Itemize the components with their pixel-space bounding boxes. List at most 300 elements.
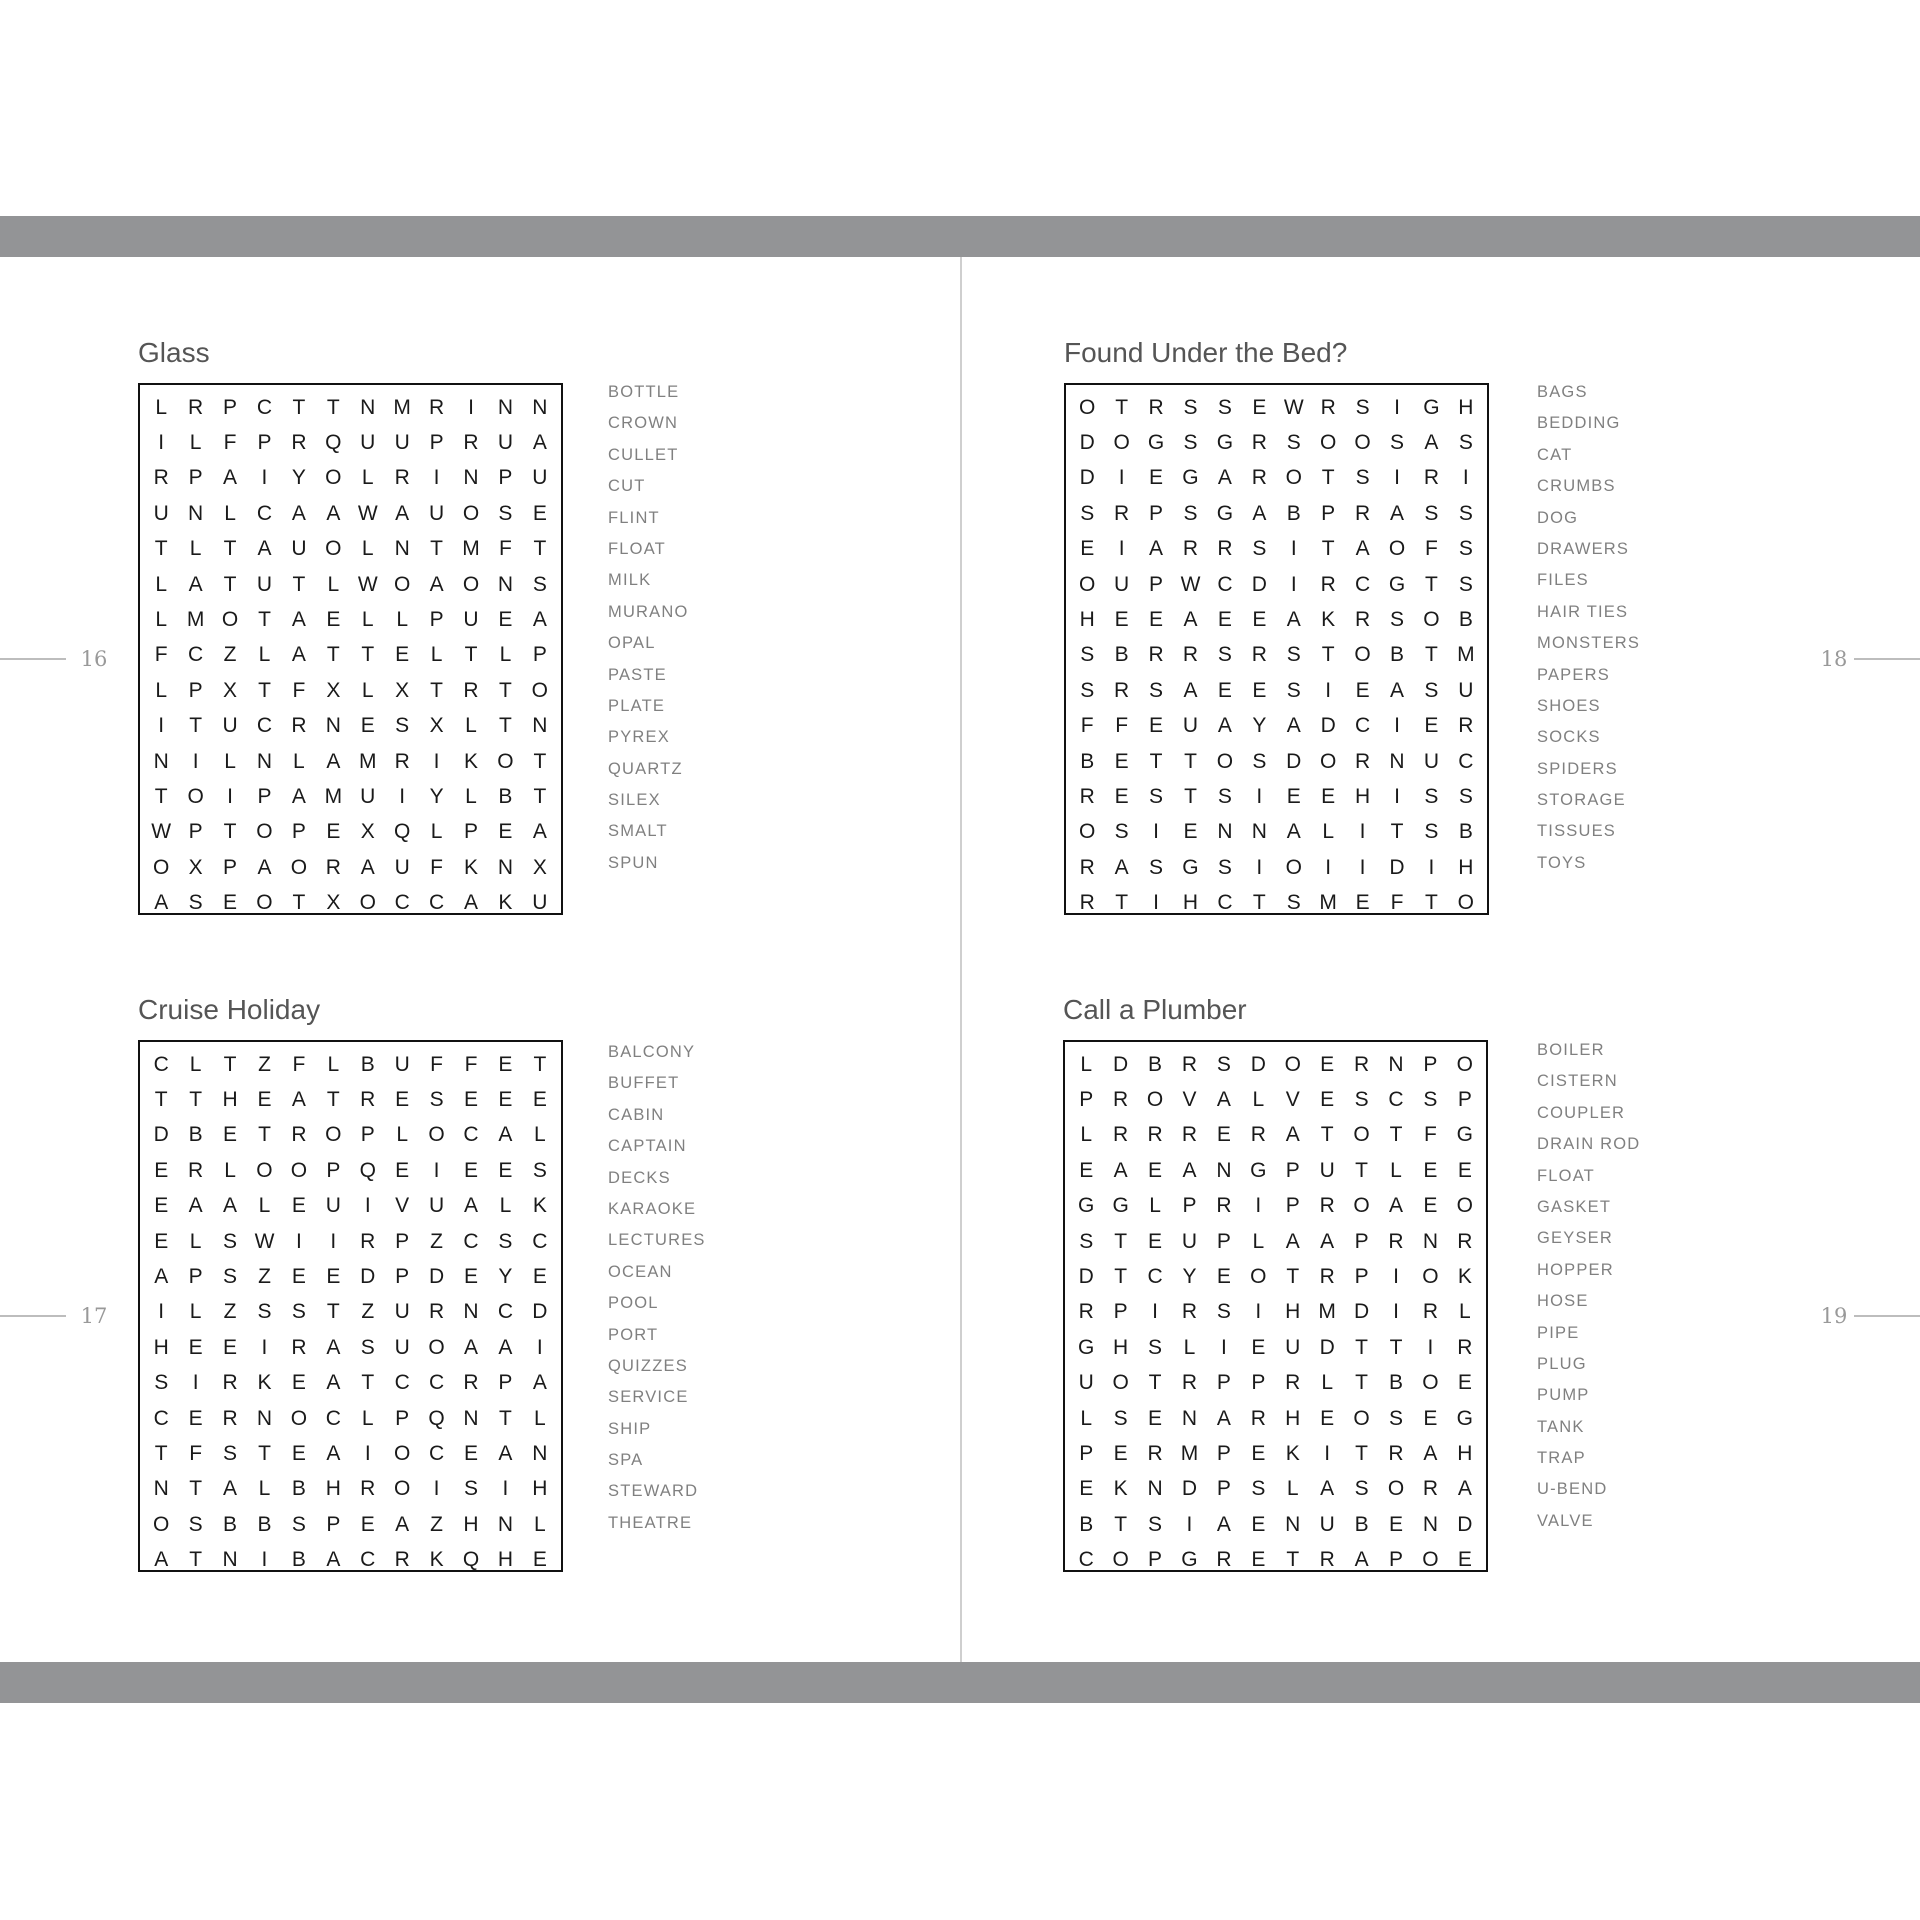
grid-letter: R (1319, 1265, 1335, 1289)
letter-grid (138, 383, 563, 915)
grid-letter: S (1286, 643, 1301, 667)
grid-letter: O (290, 1158, 308, 1182)
grid-letter: H (463, 1512, 479, 1536)
grid-letter: L (327, 1052, 340, 1076)
grid-letter: R (1458, 714, 1474, 738)
grid-letter: E (464, 1158, 479, 1182)
word-list-item: BOILER (1537, 1041, 1605, 1059)
grid-letter: R (1216, 1194, 1232, 1218)
grid-letter: U (394, 1335, 410, 1359)
grid-letter: D (1319, 1335, 1335, 1359)
grid-letter: A (1423, 1441, 1438, 1465)
grid-letter: G (1112, 1194, 1129, 1218)
grid-letter: C (429, 891, 445, 915)
grid-letter: T (326, 1088, 340, 1112)
grid-letter: L (534, 1123, 546, 1147)
word-list-item: VALVE (1537, 1511, 1594, 1530)
grid-letter: N (463, 466, 479, 490)
grid-letter: T (292, 572, 306, 596)
grid-letter: A (395, 501, 410, 525)
word-list-item: FLOAT (608, 539, 666, 558)
grid-letter: H (497, 1548, 514, 1572)
grid-row (144, 1472, 557, 1507)
grid-letter: L (499, 1194, 512, 1218)
grid-letter: I (1152, 1300, 1158, 1324)
grid-letter: O (1422, 1371, 1439, 1395)
grid-letter: E (188, 1335, 203, 1359)
grid-letter: I (1428, 855, 1435, 879)
grid-row (1069, 1366, 1482, 1401)
grid-letter: X (326, 891, 341, 915)
grid-letter: D (360, 1265, 376, 1289)
grid-letter: S (1286, 678, 1301, 702)
grid-letter: A (1354, 1548, 1369, 1572)
grid-letter: S (291, 1300, 306, 1324)
grid-letter: W (1283, 395, 1304, 419)
grid-letter: A (1183, 608, 1198, 632)
grid-letter: O (1079, 395, 1096, 419)
grid-row (1070, 602, 1483, 637)
grid-row (1069, 1153, 1482, 1188)
grid-letter: T (154, 1441, 168, 1465)
grid-letter: A (1149, 537, 1164, 561)
grid-row (144, 1542, 557, 1577)
grid-letter: C (256, 501, 273, 525)
grid-letter: P (1423, 1052, 1438, 1076)
word-list-item: HOSE (1537, 1292, 1589, 1311)
grid-letter: C (1078, 1548, 1094, 1572)
grid-letter: E (532, 1265, 547, 1289)
grid-letter: N (1147, 1477, 1163, 1501)
grid-row (144, 461, 557, 496)
grid-row (144, 390, 557, 425)
grid-letter: L (1080, 1123, 1093, 1147)
grid-letter: U (463, 608, 479, 632)
grid-letter: L (224, 1158, 236, 1182)
grid-letter: T (430, 537, 443, 561)
grid-letter: T (1184, 784, 1197, 808)
grid-letter: B (1080, 749, 1095, 773)
grid-letter: I (330, 1229, 337, 1253)
grid-letter: E (1457, 1371, 1472, 1395)
word-list-item: CULLET (608, 445, 679, 464)
grid-letter: R (1422, 1300, 1439, 1324)
grid-letter: T (1389, 1335, 1403, 1359)
grid-letter: C (1458, 749, 1474, 773)
grid-letter: B (291, 1548, 306, 1572)
grid-letter: M (462, 537, 480, 561)
grid-letter: R (1148, 395, 1164, 419)
grid-letter: E (498, 1088, 513, 1112)
grid-letter: T (189, 1548, 203, 1572)
grid-letter: L (396, 1123, 408, 1147)
word-list-item: MILK (608, 571, 652, 590)
grid-letter: N (394, 537, 410, 561)
grid-letter: T (223, 572, 237, 596)
grid-row (144, 815, 557, 850)
grid-letter: C (532, 1229, 548, 1253)
grid-letter: H (1113, 1335, 1129, 1359)
grid-letter: D (153, 1123, 169, 1147)
grid-letter: E (257, 1088, 272, 1112)
grid-letter: T (1321, 537, 1335, 561)
page-number-19: 19 (1820, 1304, 1848, 1328)
grid-letter: A (498, 1123, 513, 1147)
grid-letter: I (468, 395, 474, 419)
grid-letter: A (291, 643, 306, 667)
grid-letter: N (1422, 1229, 1439, 1253)
grid-letter: R (1319, 1194, 1335, 1218)
word-list-item: GEYSER (1537, 1229, 1613, 1248)
grid-letter: U (153, 501, 169, 525)
grid-letter: I (1394, 466, 1400, 490)
grid-letter: R (1422, 1477, 1439, 1501)
grid-letter: Y (291, 466, 306, 490)
grid-letter: R (1354, 1052, 1370, 1076)
grid-letter: T (258, 608, 271, 632)
grid-letter: R (1250, 1123, 1266, 1147)
grid-letter: I (1118, 537, 1125, 561)
word-list-item: SILEX (608, 791, 661, 810)
grid-letter: D (1250, 1052, 1266, 1076)
grid-letter: A (188, 572, 203, 596)
grid-letter: E (1457, 1548, 1472, 1572)
word-list-item: SHOES (1537, 696, 1601, 715)
grid-letter: K (1113, 1477, 1128, 1501)
grid-letter: S (154, 1371, 169, 1395)
grid-letter: I (1153, 891, 1159, 915)
grid-letter: F (430, 1052, 443, 1076)
grid-row (1070, 638, 1483, 673)
grid-letter: A (326, 749, 341, 773)
word-list-item: CRUMBS (1537, 477, 1616, 496)
grid-letter: U (532, 891, 548, 915)
grid-letter: N (256, 749, 273, 773)
grid-letter: U (325, 1194, 341, 1218)
grid-letter: S (532, 1158, 547, 1182)
grid-letter: E (464, 1265, 479, 1289)
grid-letter: K (498, 891, 513, 915)
grid-letter: C (360, 1548, 376, 1572)
grid-letter: E (326, 1265, 341, 1289)
grid-row (144, 1047, 557, 1082)
grid-letter: S (1079, 1229, 1094, 1253)
word-list-item: STORAGE (1537, 791, 1626, 810)
grid-letter: P (429, 608, 444, 632)
grid-letter: R (1457, 1335, 1473, 1359)
page-number-rule (0, 658, 66, 660)
letter-grid (138, 1040, 563, 1572)
grid-letter: N (256, 1406, 273, 1430)
word-list-item: CAPTAIN (608, 1137, 687, 1156)
grid-letter: D (1389, 855, 1405, 879)
grid-row (1070, 567, 1483, 602)
grid-letter: T (499, 1406, 512, 1430)
grid-row (1069, 1259, 1482, 1294)
grid-letter: N (188, 501, 204, 525)
grid-letter: A (1389, 1194, 1404, 1218)
grid-letter: A (532, 1371, 547, 1395)
page-number-rule (0, 1315, 66, 1317)
grid-letter: N (532, 1441, 548, 1465)
grid-letter: C (1355, 572, 1371, 596)
grid-letter: O (256, 820, 273, 844)
grid-letter: T (1115, 891, 1129, 915)
grid-letter: O (1079, 820, 1096, 844)
grid-letter: E (498, 820, 513, 844)
grid-letter: P (1216, 1229, 1231, 1253)
grid-letter: A (1286, 714, 1301, 738)
word-list-item: SPUN (608, 853, 659, 872)
grid-row (144, 425, 557, 460)
grid-letter: A (326, 1548, 341, 1572)
grid-row (1069, 1295, 1482, 1330)
grid-letter: X (188, 855, 203, 879)
grid-letter: S (1390, 608, 1405, 632)
grid-letter: I (536, 1335, 543, 1359)
grid-letter: U (1182, 714, 1199, 738)
grid-letter: O (462, 501, 480, 525)
grid-letter: S (1424, 784, 1439, 808)
grid-letter: S (1458, 572, 1473, 596)
grid-letter: A (1113, 1158, 1128, 1182)
grid-letter: S (1183, 395, 1198, 419)
grid-letter: S (1390, 431, 1405, 455)
grid-letter: Q (359, 1158, 376, 1182)
grid-letter: F (1424, 1123, 1437, 1147)
word-list-item: PLATE (608, 696, 666, 715)
grid-letter: R (188, 395, 204, 419)
grid-letter: C (1147, 1265, 1163, 1289)
grid-letter: P (360, 1123, 375, 1147)
grid-letter: N (1389, 749, 1405, 773)
grid-row (144, 1330, 557, 1365)
grid-letter: T (1114, 1229, 1128, 1253)
grid-letter: A (1217, 714, 1232, 738)
grid-letter: V (395, 1194, 410, 1218)
grid-letter: U (394, 431, 410, 455)
grid-letter: S (429, 1088, 444, 1112)
grid-letter: W (254, 1229, 275, 1253)
grid-letter: R (1181, 1123, 1198, 1147)
grid-letter: S (1113, 1406, 1128, 1430)
grid-letter: I (433, 1158, 440, 1182)
grid-letter: T (1320, 1123, 1334, 1147)
grid-letter: B (1458, 820, 1473, 844)
grid-letter: A (291, 501, 306, 525)
grid-letter: R (1113, 1088, 1129, 1112)
grid-letter: E (1423, 1158, 1438, 1182)
grid-letter: R (1388, 1441, 1404, 1465)
grid-row (144, 779, 557, 814)
grid-letter: N (222, 1548, 238, 1572)
grid-letter: S (1458, 431, 1473, 455)
grid-letter: R (1388, 1229, 1404, 1253)
grid-letter: N (1285, 1512, 1301, 1536)
grid-letter: P (188, 1265, 203, 1289)
grid-letter: B (188, 1123, 203, 1147)
grid-letter: E (1355, 678, 1370, 702)
grid-letter: A (1183, 678, 1198, 702)
grid-letter: E (1216, 1265, 1231, 1289)
page-number-16: 16 (80, 647, 108, 671)
book-spine-divider (960, 257, 962, 1662)
grid-letter: A (360, 855, 375, 879)
grid-letter: Z (430, 1229, 443, 1253)
word-list-item: STEWARD (608, 1482, 699, 1501)
grid-letter: S (1114, 820, 1129, 844)
grid-letter: F (189, 1441, 203, 1465)
puzzle-title: Glass (138, 337, 210, 368)
grid-letter: I (1325, 678, 1332, 702)
grid-letter: O (153, 855, 170, 879)
grid-letter: T (533, 537, 547, 561)
grid-letter: S (1354, 1088, 1369, 1112)
grid-letter: L (155, 608, 168, 632)
grid-letter: E (1080, 537, 1095, 561)
word-list-item: TOYS (1537, 853, 1587, 872)
grid-letter: Z (361, 1300, 375, 1324)
grid-letter: R (1181, 1371, 1198, 1395)
grid-letter: U (256, 572, 273, 596)
grid-letter: U (360, 784, 376, 808)
grid-letter: S (1149, 855, 1164, 879)
grid-letter: I (158, 431, 165, 455)
grid-letter: A (1424, 431, 1439, 455)
grid-letter: O (325, 537, 342, 561)
grid-letter: E (1216, 1123, 1231, 1147)
grid-letter: C (153, 1052, 169, 1076)
grid-letter: L (258, 643, 271, 667)
grid-letter: P (464, 820, 479, 844)
grid-letter: T (1252, 891, 1266, 915)
grid-letter: F (292, 1052, 306, 1076)
grid-letter: T (223, 820, 237, 844)
grid-letter: E (1148, 1406, 1163, 1430)
grid-letter: D (1079, 431, 1095, 455)
word-list-item: DECKS (608, 1168, 671, 1187)
grid-letter: P (326, 1512, 341, 1536)
grid-letter: P (291, 820, 306, 844)
grid-letter: S (1148, 1512, 1163, 1536)
grid-letter: L (534, 1512, 546, 1536)
grid-letter: L (1321, 1371, 1333, 1395)
grid-letter: S (498, 501, 513, 525)
word-list-item: CROWN (608, 414, 679, 433)
grid-letter: W (151, 820, 172, 844)
grid-letter: O (393, 572, 411, 596)
grid-letter: A (291, 784, 306, 808)
grid-letter: E (498, 608, 513, 632)
grid-letter: T (1114, 1265, 1128, 1289)
grid-row (144, 1153, 557, 1188)
word-list-item: SPA (608, 1451, 644, 1470)
grid-letter: P (257, 431, 272, 455)
grid-row (144, 1436, 557, 1471)
grid-letter: R (222, 1406, 238, 1430)
grid-letter: G (1423, 395, 1440, 419)
grid-letter: U (532, 466, 548, 490)
grid-letter: K (1457, 1265, 1472, 1289)
grid-letter: L (224, 501, 236, 525)
grid-letter: U (291, 537, 307, 561)
grid-letter: Z (223, 643, 237, 667)
grid-letter: B (1458, 608, 1473, 632)
grid-letter: R (1079, 855, 1095, 879)
grid-letter: E (1149, 714, 1164, 738)
grid-letter: P (395, 1229, 410, 1253)
grid-letter: O (428, 1335, 445, 1359)
grid-letter: A (464, 1335, 479, 1359)
grid-letter: L (224, 749, 236, 773)
grid-letter: N (1422, 1512, 1439, 1536)
grid-letter: O (531, 678, 549, 702)
grid-letter: R (429, 1300, 445, 1324)
grid-letter: O (1388, 537, 1406, 561)
grid-letter: E (154, 1194, 169, 1218)
word-list (1537, 382, 1640, 884)
grid-letter: P (188, 820, 203, 844)
grid-letter: Y (1182, 1265, 1197, 1289)
grid-letter: S (395, 714, 410, 738)
grid-letter: R (291, 431, 307, 455)
grid-letter: T (533, 784, 547, 808)
grid-letter: U (497, 431, 514, 455)
grid-letter: C (1217, 572, 1233, 596)
grid-letter: F (430, 855, 443, 879)
grid-letter: A (429, 572, 444, 596)
grid-letter: P (1149, 501, 1164, 525)
grid-letter: L (293, 749, 305, 773)
grid-letter: S (1148, 1335, 1163, 1359)
grid-letter: O (1216, 749, 1234, 773)
grid-row (1070, 425, 1483, 460)
grid-letter: P (1251, 1371, 1266, 1395)
grid-letter: S (1424, 501, 1439, 525)
grid-letter: R (153, 466, 169, 490)
grid-letter: B (1354, 1512, 1369, 1536)
grid-letter: R (360, 1229, 376, 1253)
grid-letter: I (502, 1477, 509, 1501)
grid-letter: O (1354, 643, 1371, 667)
grid-letter: P (1079, 1088, 1094, 1112)
grid-letter: E (1252, 678, 1267, 702)
grid-letter: N (497, 855, 514, 879)
grid-letter: R (1182, 537, 1199, 561)
grid-letter: G (1216, 501, 1234, 525)
grid-letter: T (430, 678, 443, 702)
grid-letter: S (1252, 537, 1267, 561)
grid-letter: L (465, 714, 477, 738)
grid-letter: I (364, 1194, 371, 1218)
grid-letter: A (326, 1371, 341, 1395)
grid-row (1069, 1507, 1482, 1542)
word-list-item: COUPLER (1537, 1103, 1626, 1122)
grid-letter: L (155, 395, 168, 419)
grid-letter: B (498, 784, 513, 808)
grid-letter: O (1285, 466, 1302, 490)
grid-letter: O (1112, 1548, 1129, 1572)
grid-letter: A (532, 431, 547, 455)
grid-letter: O (1250, 1265, 1267, 1289)
grid-letter: D (1251, 572, 1267, 596)
grid-letter: P (498, 466, 513, 490)
word-list-item: LECTURES (608, 1231, 706, 1250)
grid-letter: I (1255, 1300, 1262, 1324)
grid-letter: P (1113, 1300, 1128, 1324)
grid-letter: U (222, 714, 238, 738)
grid-letter: C (153, 1406, 169, 1430)
